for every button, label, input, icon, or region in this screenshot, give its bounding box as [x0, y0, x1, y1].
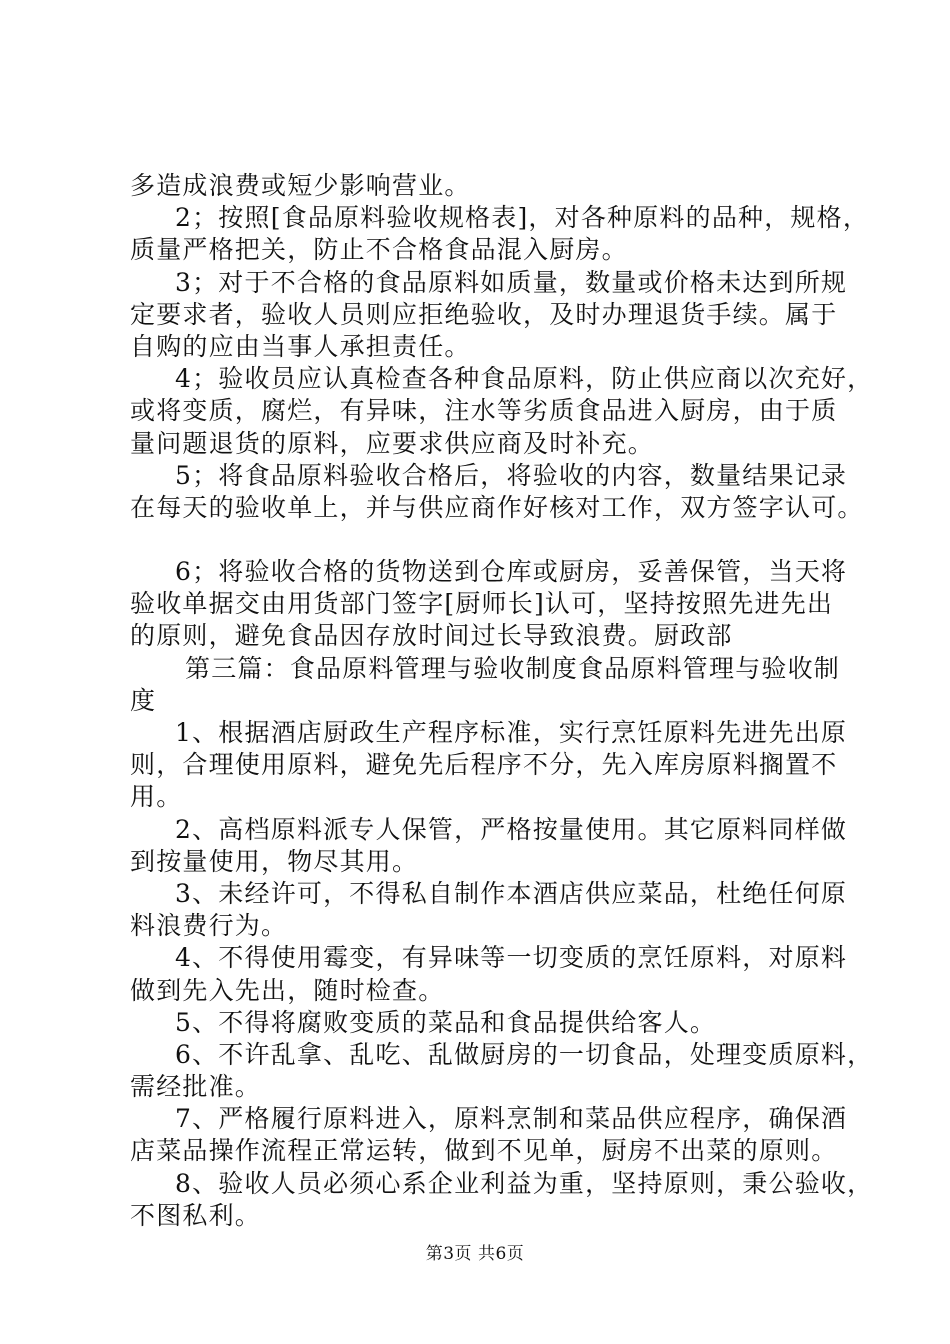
- text-line: 在每天的验收单上，并与供应商作好核对工作，双方签字认可。: [130, 492, 864, 522]
- text-line: 自购的应由当事人承担责任。: [130, 331, 471, 361]
- text-line: 多造成浪费或短少影响营业。: [130, 171, 471, 200]
- text-line: 到按量使用，物尽其用。: [130, 846, 419, 876]
- text-line: 做到先入先出，随时检查。: [130, 975, 445, 1005]
- text-line: 定要求者，验收人员则应拒绝验收，及时办理退货手续。属于: [130, 299, 838, 329]
- text-line: 7、严格履行原料进入，原料烹制和菜品供应程序，确保酒: [175, 1104, 848, 1134]
- text-line: 6；将验收合格的货物送到仓库或厨房，妥善保管，当天将: [175, 557, 848, 587]
- document-body: [130, 170, 874, 1232]
- text-line: 1、根据酒店厨政生产程序标准，实行烹饪原料先进先出原: [175, 718, 848, 747]
- text-line: 质量严格把关，防止不合格食品混入厨房。: [130, 235, 628, 265]
- text-line: 6、不许乱拿、乱吃、乱做厨房的一切食品，处理变质原料，: [175, 1039, 874, 1069]
- text-line: 5；将食品原料验收合格后，将验收的内容，数量结果记录: [175, 460, 848, 490]
- text-line: 店菜品操作流程正常运转，做到不见单，厨房不出菜的原则。: [130, 1136, 838, 1166]
- text-line: 2、高档原料派专人保管，严格按量使用。其它原料同样做: [175, 814, 848, 844]
- text-line: 料浪费行为。: [130, 911, 288, 941]
- text-line: 或将变质，腐烂，有异味，注水等劣质食品进入厨房，由于质: [130, 396, 838, 426]
- text-line: 2；按照[食品原料验收规格表]，对各种原料的品种，规格，: [175, 203, 870, 233]
- page-number-footer: 第3页 共6页: [425, 1244, 525, 1264]
- text-line: 则，合理使用原料，避免先后程序不分，先入库房原料搁置不: [130, 750, 838, 780]
- section-heading-continued: 度: [130, 685, 157, 715]
- text-line: 需经批准。: [130, 1072, 262, 1102]
- text-line: 验收单据交由用货部门签字[厨师长]认可，坚持按照先进先出: [130, 589, 834, 619]
- text-line: 3、未经许可，不得私自制作本酒店供应菜品，杜绝任何原: [175, 878, 848, 908]
- text-line: 4、不得使用霉变，有异味等一切变质的烹饪原料，对原料: [175, 943, 848, 973]
- text-line: 5、不得将腐败变质的菜品和食品提供给客人。: [175, 1007, 717, 1037]
- paragraph-gap: [130, 524, 850, 556]
- section-heading: 第三篇：食品原料管理与验收制度食品原料管理与验收制: [185, 653, 841, 683]
- text-line: 不图私利。: [130, 1200, 262, 1230]
- text-line: 的原则，避免食品因存放时间过长导致浪费。厨政部: [130, 621, 733, 651]
- text-line: 3；对于不合格的食品原料如质量，数量或价格未达到所规: [175, 267, 848, 297]
- text-line: 4；验收员应认真检查各种食品原料，防止供应商以次充好，: [175, 364, 874, 394]
- text-line: 量问题退货的原料，应要求供应商及时补充。: [130, 428, 655, 458]
- text-line: 8、验收人员必须心系企业利益为重，坚持原则，秉公验收，: [175, 1168, 874, 1198]
- text-line: 用。: [130, 782, 183, 812]
